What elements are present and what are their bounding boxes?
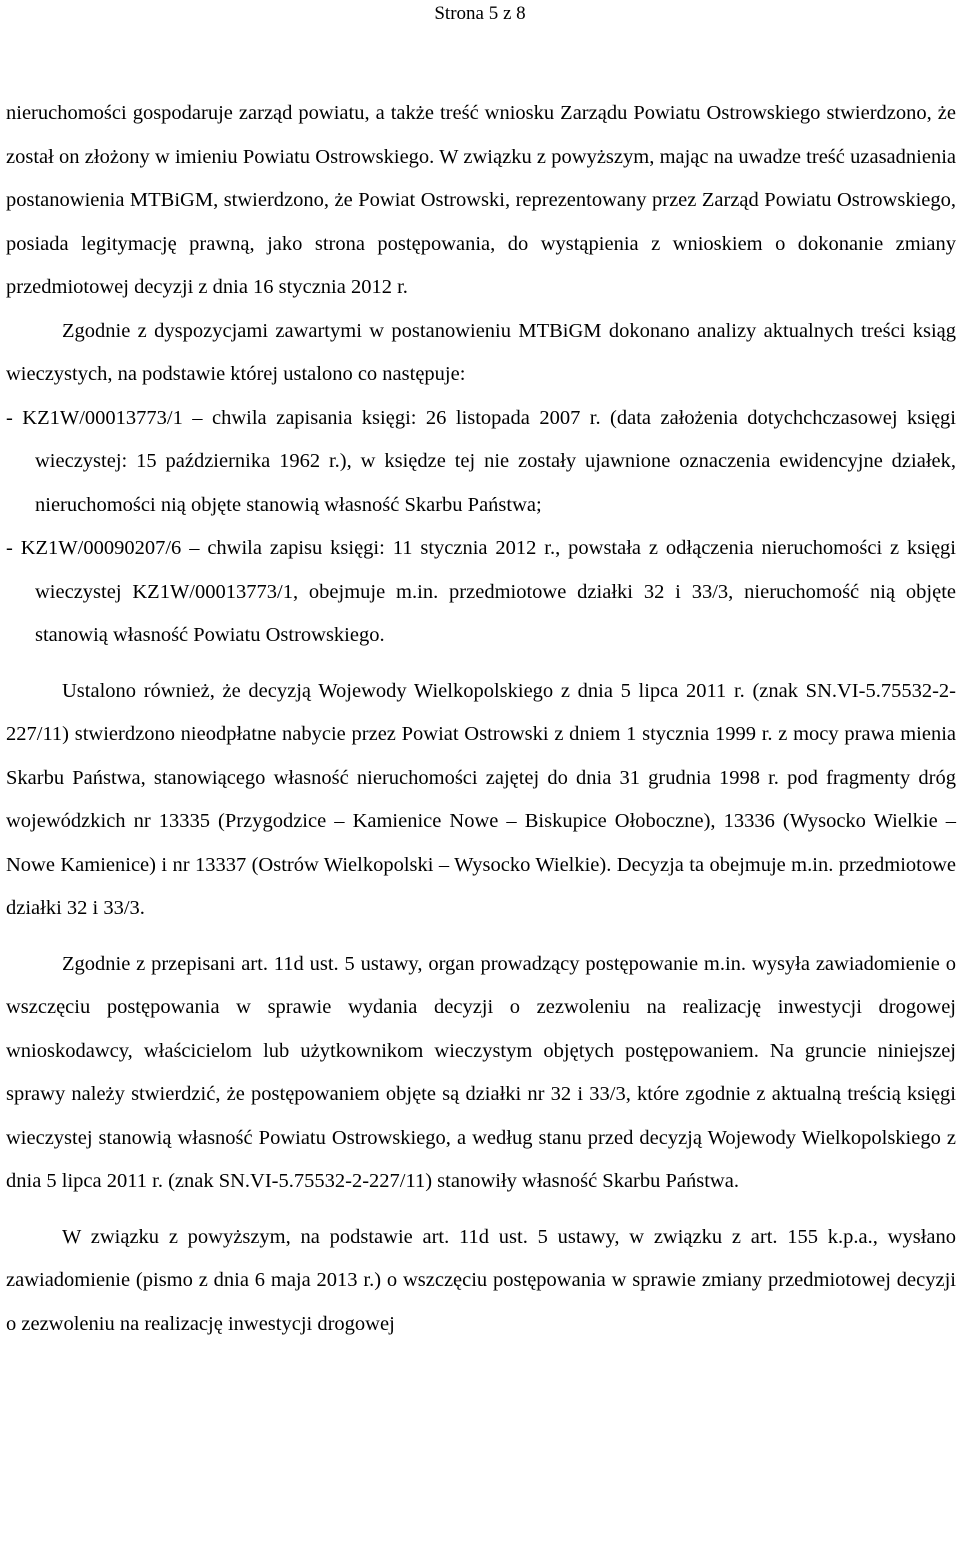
paragraph-land-registry-analysis: Zgodnie z dyspozycjami zawartymi w postanowieniu MTBiGM dokonano analizy aktualnych treści ksiąg wieczystych, na podstawie której ustalono co następuje:: [6, 319, 956, 385]
list-item-registry-13773: - KZ1W/00013773/1 – chwila zapisania księgi: 26 listopada 2007 r. (data założenia dotychchczasowej księgi wieczystej: 15 października 1962 r.), w księdze tej nie zostały ujawnione oznaczenia ewidencyjne działek, nieruchomości nią objęte stanowią własność Skarbu Państwa;: [6, 406, 956, 516]
paragraph-voivode-decision: Ustalono również, że decyzją Wojewody Wielkopolskiego z dnia 5 lipca 2011 r. (znak SN.VI-5.75532-2-227/11) stwierdzono nieodpłatne nabycie przez Powiat Ostrowski z dniem 1 stycznia 1999 r. z mocy prawa mienia Skarbu Państwa, stanowiącego własność nieruchomości zajętej do dnia 31 grudnia 1998 r. pod fragmenty dróg wojewódzkich nr 13335 (Przygodzice – Kamienice Nowe – Biskupice Ołoboczne), 13336 (Wysocko Wielkie – Nowe Kamienice) i nr 13337 (Ostrów Wielkopolski – Wysocko Wielkie). Decyzja ta obejmuje m.in. przedmiotowe działki 32 i 33/3.: [6, 679, 956, 919]
document-body: [6, 92, 956, 1346]
list-item-registry-90207: - KZ1W/00090207/6 – chwila zapisu księgi: 11 stycznia 2012 r., powstała z odłączenia nieruchomości z księgi wieczystej KZ1W/00013773/1, obejmuje m.in. przedmiotowe działki 32 i 33/3, nieruchomość nią objęte stanowią własność Powiatu Ostrowskiego.: [6, 537, 956, 646]
page-number: Strona 5 z 8: [434, 3, 526, 24]
paragraph-notification-rules: Zgodnie z przepisani art. 11d ust. 5 ustawy, organ prowadzący postępowanie m.in. wysyła zawiadomienie o wszczęciu postępowania w sprawie wydania decyzji o zezwoleniu na realizację inwestycji drogowej wnioskodawcy, właścicielom lub użytkownikom wieczystym objętych postępowaniem. Na gruncie niniejszej sprawy należy stwierdzić, że postępowaniem objęte są działki nr 32 i 33/3, które zgodnie z aktualną treścią księgi wieczystej stanowią własność Powiatu Ostrowskiego, a według stanu przed decyzją Wojewody Wielkopolskiego z dnia 5 lipca 2011 r. (znak SN.VI-5.75532-2-227/11) stanowiły własność Skarbu Państwa.: [6, 952, 956, 1192]
paragraph-notification-sent: W związku z powyższym, na podstawie art. 11d ust. 5 ustawy, w związku z art. 155 k.p.a., wysłano zawiadomienie (pismo z dnia 6 maja 2013 r.) o wszczęciu postępowania w sprawie zmiany przedmiotowej decyzji o zezwoleniu na realizację inwestycji drogowej: [6, 1225, 956, 1335]
paragraph-legal-standing: nieruchomości gospodaruje zarząd powiatu, a także treść wniosku Zarządu Powiatu Ostrowskiego stwierdzono, że został on złożony w imieniu Powiatu Ostrowskiego. W związku z powyższym, mając na uwadze treść uzasadnienia postanowienia MTBiGM, stwierdzono, że Powiat Ostrowski, reprezentowany przez Zarząd Powiatu Ostrowskiego, posiada legitymację prawną, jako strona postępowania, do wystąpienia z wnioskiem o dokonanie zmiany przedmiotowej decyzji z dnia 16 stycznia 2012 r.: [6, 102, 956, 298]
